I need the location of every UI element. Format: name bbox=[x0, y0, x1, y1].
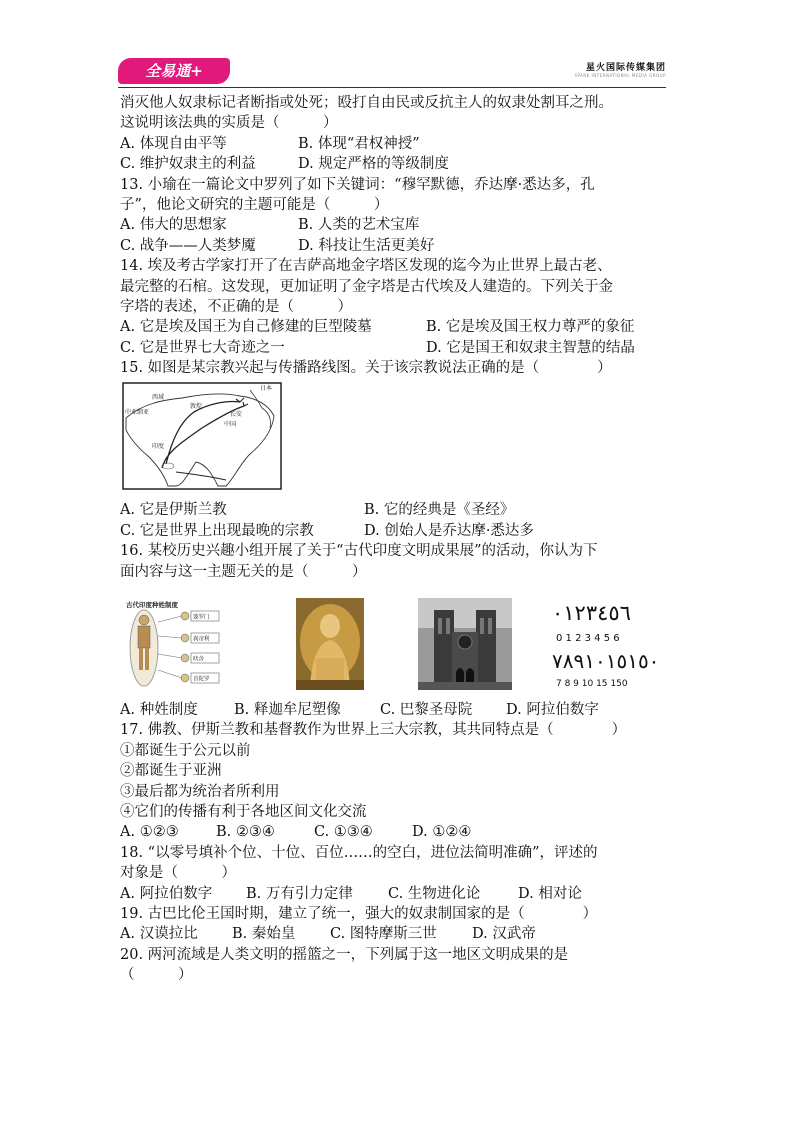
arabic-numerals-image bbox=[550, 598, 662, 690]
q14-option-c: C. 它是世界七大奇迹之一 bbox=[120, 339, 285, 356]
q19-option-c: C. 图特摩斯三世 bbox=[330, 926, 437, 943]
q19-option-a: A. 汉谟拉比 bbox=[120, 926, 198, 943]
q12-option-a: A. 体现自由平等 bbox=[120, 135, 227, 152]
caste-label-3: 吠舍 bbox=[193, 656, 205, 663]
buddha-statue-photo bbox=[296, 598, 364, 690]
q16-option-c: C. 巴黎圣母院 bbox=[380, 702, 473, 719]
map-label-japan: 日本 bbox=[260, 385, 273, 393]
header-rule bbox=[118, 87, 666, 88]
q14-option-b: B. 它是埃及国王权力尊严的象征 bbox=[426, 319, 635, 336]
brand-name: 星火国际传媒集团 bbox=[585, 63, 666, 73]
q17-statement-4: ④它们的传播有利于各地区间文化交流 bbox=[120, 803, 367, 820]
numerals-arabic-bottom: ٧٨٩١٠١٥١٥٠ bbox=[552, 649, 660, 674]
numerals-arabic-top: ٠١٢٣٤٥٦ bbox=[552, 601, 631, 626]
q17-statement-3: ③最后都为统治者所利用 bbox=[120, 783, 280, 800]
caste-diagram-title: 古代印度种姓制度 bbox=[126, 601, 178, 610]
q19-option-d: D. 汉武帝 bbox=[472, 926, 536, 943]
map-figure bbox=[122, 382, 282, 490]
q13-options-ab bbox=[120, 215, 680, 235]
q13-options-cd bbox=[120, 236, 680, 256]
q18-option-b: B. 万有引力定律 bbox=[246, 885, 353, 902]
notre-dame-photo bbox=[418, 598, 512, 690]
q13-line1: 13. 小瑜在一篇论文中罗列了如下关键词：“穆罕默德，乔达摩·悉达多，孔 bbox=[120, 176, 595, 193]
q15-option-a: A. 它是伊斯兰教 bbox=[120, 502, 227, 519]
q15-options-cd bbox=[120, 521, 680, 541]
q13-option-b: B. 人类的艺术宝库 bbox=[298, 217, 420, 234]
numerals-latin-top: 0 1 2 3 4 5 6 bbox=[556, 633, 620, 645]
page-header bbox=[118, 56, 666, 88]
q18-line1: 18. “以零号填补个位、十位、百位……的空白，进位法简明准确”，评述的 bbox=[120, 844, 598, 861]
map-label-india: 印度 bbox=[152, 443, 165, 451]
q15-option-c: C. 它是世界上出现最晚的宗教 bbox=[120, 522, 314, 539]
q18-option-d: D. 相对论 bbox=[518, 885, 582, 902]
q13-option-c: C. 战争——人类梦魇 bbox=[120, 237, 256, 254]
q17-statement-2: ②都诞生于亚洲 bbox=[120, 763, 222, 780]
q17-statement-1: ①都诞生于公元以前 bbox=[120, 742, 251, 759]
q16-image-row bbox=[120, 588, 680, 690]
q13-line2: 子”，他论文研究的主题可能是（ ） bbox=[120, 196, 389, 213]
brand-block bbox=[574, 60, 666, 78]
q17-option-a: A. ①②③ bbox=[120, 824, 179, 841]
q15-line1: 15. 如图是某宗教兴起与传播路线图。关于该宗教说法正确的是（ ） bbox=[120, 360, 612, 377]
q14-options-cd bbox=[120, 338, 680, 358]
q16-line2: 面内容与这一主题无关的是（ ） bbox=[120, 563, 367, 580]
q12-options-ab bbox=[120, 134, 680, 154]
q20-line2: （ ） bbox=[120, 967, 193, 984]
numerals-latin-bottom: 7 8 9 10 15 150 bbox=[556, 679, 628, 690]
q13-option-d: D. 科技让生活更美好 bbox=[298, 237, 435, 254]
q12-line2: 这说明该法典的实质是（ ） bbox=[120, 115, 338, 132]
q19-line1: 19. 古巴比伦王国时期，建立了统一，强大的奴隶制国家的是（ ） bbox=[120, 905, 598, 922]
q19-options bbox=[120, 924, 680, 944]
brand-name-en: SPARK INTERNATIONAL MEDIA GROUP bbox=[574, 73, 666, 78]
q16-line1: 16. 某校历史兴趣小组开展了关于“古代印度文明成果展”的活动，你认为下 bbox=[120, 543, 598, 560]
caste-label-4: 首陀罗 bbox=[193, 676, 210, 683]
caste-label-1: 婆罗门 bbox=[193, 614, 210, 621]
q14-option-d: D. 它是国王和奴隶主智慧的结晶 bbox=[426, 339, 635, 356]
q16-option-a: A. 种姓制度 bbox=[120, 702, 198, 719]
map-label-central-asia: 中亚细亚 bbox=[125, 409, 150, 417]
q20-line1: 20. 两河流域是人类文明的摇篮之一，下列属于这一地区文明成果的是 bbox=[120, 946, 569, 963]
q14-options-ab bbox=[120, 317, 680, 337]
map-label-dunhuang: 敦煌 bbox=[190, 403, 203, 411]
q19-option-b: B. 秦始皇 bbox=[232, 926, 296, 943]
q14-line3: 字塔的表述，不正确的是（ ） bbox=[120, 298, 352, 315]
religion-spread-map bbox=[122, 382, 282, 490]
q16-option-d: D. 阿拉伯数字 bbox=[506, 702, 599, 719]
caste-diagram bbox=[122, 598, 222, 690]
q15-option-d: D. 创始人是乔达摩·悉达多 bbox=[364, 522, 534, 539]
q18-line2: 对象是（ ） bbox=[120, 865, 236, 882]
q18-options bbox=[120, 884, 680, 904]
map-label-xiyu: 西域 bbox=[152, 394, 165, 402]
q16-options bbox=[120, 700, 680, 720]
q17-line1: 17. 佛教、伊斯兰教和基督教作为世界上三大宗教，其共同特点是（ ） bbox=[120, 722, 627, 739]
question-body bbox=[120, 93, 680, 986]
q12-option-d: D. 规定严格的等级制度 bbox=[298, 156, 449, 173]
q15-option-b: B. 它的经典是《圣经》 bbox=[364, 502, 515, 519]
q18-option-a: A. 阿拉伯数字 bbox=[120, 885, 213, 902]
caste-label-2: 刹帝利 bbox=[193, 636, 210, 643]
q13-option-a: A. 伟大的思想家 bbox=[120, 217, 227, 234]
q14-line2: 最完整的石棺。这发现，更加证明了金字塔是古代埃及人建造的。下列关于金 bbox=[120, 278, 613, 295]
map-label-changan: 长安 bbox=[230, 411, 243, 419]
q16-option-b: B. 释迦牟尼塑像 bbox=[234, 702, 341, 719]
publisher-logo: 全易通+ bbox=[118, 58, 230, 84]
q18-option-c: C. 生物进化论 bbox=[388, 885, 481, 902]
q14-line1: 14. 埃及考古学家打开了在吉萨高地金字塔区发现的迄今为止世界上最古老、 bbox=[120, 258, 612, 275]
q12-option-c: C. 维护奴隶主的利益 bbox=[120, 156, 256, 173]
q12-option-b: B. 体现“君权神授” bbox=[298, 135, 420, 152]
q17-option-b: B. ②③④ bbox=[216, 824, 275, 841]
map-label-china: 中国 bbox=[224, 421, 237, 429]
q15-options-ab bbox=[120, 500, 680, 520]
q12-line1: 消灭他人奴隶标记者断指或处死；殴打自由民或反抗主人的奴隶处割耳之刑。 bbox=[120, 95, 613, 111]
q17-option-c: C. ①③④ bbox=[314, 824, 373, 841]
q17-option-d: D. ①②④ bbox=[412, 824, 472, 841]
q14-option-a: A. 它是埃及国王为自己修建的巨型陵墓 bbox=[120, 319, 372, 336]
q12-options-cd bbox=[120, 154, 680, 174]
q17-options bbox=[120, 822, 680, 842]
